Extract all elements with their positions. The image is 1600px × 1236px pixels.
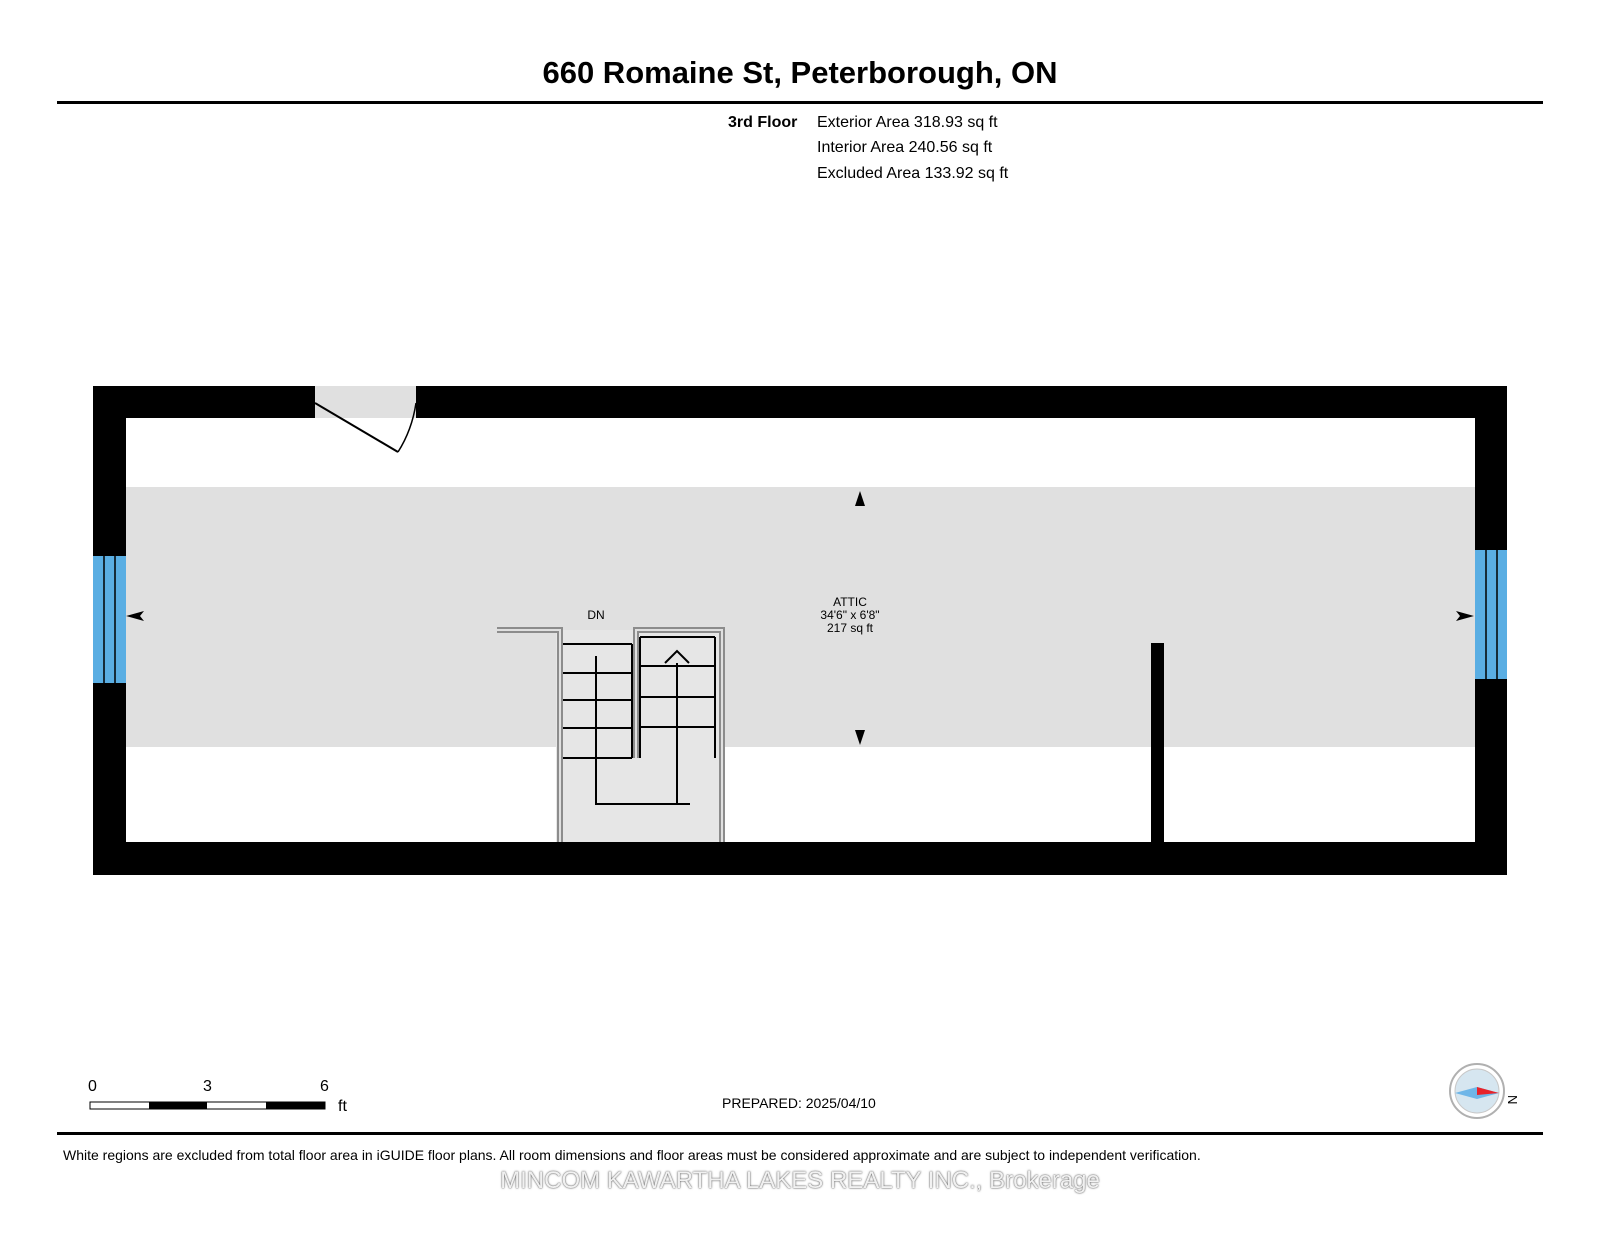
scale-bar (90, 1102, 325, 1109)
compass-north-label: N (1505, 1095, 1519, 1105)
included-area-region (125, 487, 1475, 747)
page-title: 660 Romaine St, Peterborough, ON (542, 55, 1058, 90)
interior-partition (1151, 643, 1164, 843)
room-name: ATTIC (833, 595, 867, 609)
interior-area: Interior Area 240.56 sq ft (817, 139, 993, 156)
excluded-area: Excluded Area 133.92 sq ft (817, 165, 1009, 182)
prepared-date: PREPARED: 2025/04/10 (722, 1095, 876, 1111)
scale-tick-6: 6 (320, 1078, 329, 1095)
scale-tick-3: 3 (203, 1078, 212, 1095)
disclaimer: White regions are excluded from total floor area in iGUIDE floor plans. All room dimensions and floor areas must be considered approximate and are subject to independent verification. (63, 1147, 1201, 1163)
north-wall (93, 386, 1507, 418)
scale-unit: ft (338, 1098, 347, 1115)
east-window (1475, 550, 1507, 679)
scale-tick-0: 0 (88, 1078, 97, 1095)
exterior-area: Exterior Area 318.93 sq ft (817, 114, 998, 131)
room-dimensions: 34'6" x 6'8" (820, 608, 880, 622)
floor-label: 3rd Floor (728, 114, 798, 131)
stairs-direction-label: DN (587, 608, 605, 622)
footer-rule (57, 1132, 1543, 1135)
west-window (93, 556, 126, 683)
south-wall (93, 842, 1507, 875)
brokerage-watermark: MINCOM KAWARTHA LAKES REALTY INC., Brokerage (500, 1167, 1100, 1194)
compass-icon (1449, 1063, 1519, 1130)
room-area: 217 sq ft (826, 621, 874, 635)
door-opening (315, 386, 416, 418)
